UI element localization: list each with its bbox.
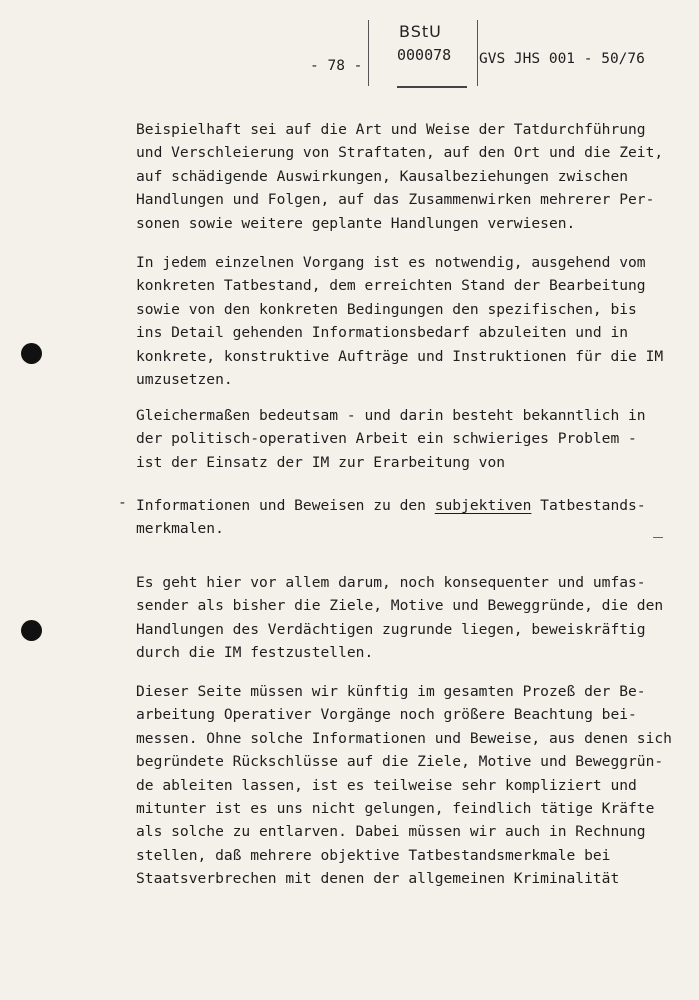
text-line: der politisch-operativen Arbeit ein schwieriges Problem - bbox=[136, 430, 637, 448]
text-line: In jedem einzelnen Vorgang ist es notwendig, ausgehend vom bbox=[136, 254, 646, 271]
text-line: Gleichermaßen bedeutsam - und darin besteht bekanntlich in bbox=[136, 407, 646, 424]
text-line: mitunter ist es uns nicht gelungen, feindlich tätige Kräfte bbox=[136, 800, 655, 818]
text-line: Es geht hier vor allem darum, noch konsequenter und umfas- bbox=[136, 574, 646, 591]
text-line: stellen, daß mehrere objektive Tatbestandsmerkmale bei bbox=[136, 846, 611, 864]
text-line: begründete Rückschlüsse auf die Ziele, Motive und Beweggrün- bbox=[136, 753, 664, 771]
text-line: Staatsverbrechen mit denen der allgemeinen Kriminalität bbox=[136, 870, 620, 888]
stamp-label: BStU bbox=[399, 22, 442, 41]
punch-hole bbox=[21, 620, 42, 641]
text-line: Beispielhaft sei auf die Art und Weise der Tatdurchführung bbox=[136, 121, 646, 138]
list-item bbox=[136, 494, 646, 541]
text-line bbox=[136, 494, 646, 517]
document-reference: GVS JHS 001 - 50/76 bbox=[479, 51, 645, 67]
page-number: - 78 - bbox=[310, 58, 363, 74]
text-line: arbeitung Operativer Vorgänge noch größere Beachtung bei- bbox=[136, 706, 637, 724]
text-line: umzusetzen. bbox=[136, 371, 233, 389]
paragraph-1 bbox=[136, 118, 663, 235]
text-line: durch die IM festzustellen. bbox=[136, 644, 374, 662]
archive-stamp bbox=[368, 20, 478, 86]
punch-hole bbox=[21, 343, 42, 364]
text-line: Dieser Seite müssen wir künftig im gesamten Prozeß der Be- bbox=[136, 683, 646, 700]
paragraph-3 bbox=[136, 404, 646, 474]
text-fragment: Tatbestands- bbox=[531, 497, 646, 514]
text-line: konkreten Tatbestand, dem erreichten Stand der Bearbeitung bbox=[136, 277, 646, 295]
stamp-underline bbox=[397, 86, 467, 88]
text-line: de ableiten lassen, ist es teilweise sehr kompliziert und bbox=[136, 776, 637, 794]
text-line: konkrete, konstruktive Aufträge und Instruktionen für die IM bbox=[136, 347, 664, 365]
text-fragment: Informationen und Beweisen zu den bbox=[136, 497, 435, 514]
text-line: merkmalen. bbox=[136, 520, 224, 538]
text-line: als solche zu entlarven. Dabei müssen wir auch in Rechnung bbox=[136, 823, 646, 841]
text-line: messen. Ohne solche Informationen und Beweise, aus denen sich bbox=[136, 729, 672, 747]
text-line: Handlungen des Verdächtigen zugrunde liegen, beweiskräftig bbox=[136, 620, 646, 638]
text-line: sender als bisher die Ziele, Motive und Beweggründe, die den bbox=[136, 597, 664, 615]
paragraph-2 bbox=[136, 251, 663, 391]
text-line: sonen sowie weitere geplante Handlungen verwiesen. bbox=[136, 214, 576, 232]
stamp-number: 000078 bbox=[397, 46, 452, 64]
text-line: ins Detail gehenden Informationsbedarf abzuleiten und in bbox=[136, 324, 629, 342]
text-line: sowie von den konkreten Bedingungen den spezifischen, bis bbox=[136, 300, 637, 318]
paragraph-4 bbox=[136, 571, 663, 665]
text-line: auf schädigende Auswirkungen, Kausalbeziehungen zwischen bbox=[136, 167, 629, 185]
list-dash: - bbox=[118, 494, 127, 511]
underlined-word: subjektiven bbox=[434, 497, 532, 514]
scan-mark bbox=[653, 537, 663, 538]
text-line: Handlungen und Folgen, auf das Zusammenwirken mehrerer Per- bbox=[136, 191, 655, 209]
text-line: und Verschleierung von Straftaten, auf den Ort und die Zeit, bbox=[136, 144, 664, 162]
paragraph-5 bbox=[136, 680, 672, 891]
text-line: ist der Einsatz der IM zur Erarbeitung von bbox=[136, 453, 506, 471]
